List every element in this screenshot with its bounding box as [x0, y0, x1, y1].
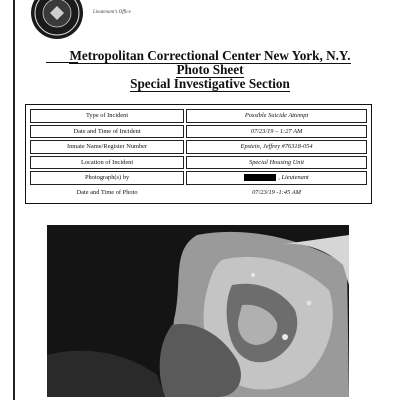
incident-info-table: [25, 104, 372, 204]
office-caption: Lieutenant's Office: [93, 10, 131, 15]
table-row: [30, 171, 367, 185]
row-value: 07/23/19 -1:45 AM: [252, 188, 301, 196]
photographer-title: , Lieutenant: [278, 174, 309, 182]
row-label: Location of Incident: [30, 156, 184, 170]
incident-photo: [47, 225, 349, 397]
title-line-2: Photo Sheet: [176, 62, 244, 77]
row-label: Date and Time of Incident: [30, 125, 184, 139]
row-label: Date and Time of Photo: [76, 188, 138, 196]
document-title: [40, 49, 380, 91]
table-row: [30, 109, 367, 123]
title-line-3: Special Investigative Section: [130, 76, 290, 91]
table-row: [30, 125, 367, 139]
row-label: Type of Incident: [30, 109, 184, 123]
table-row: [30, 140, 367, 154]
agency-seal-icon: [30, 0, 84, 40]
redaction-bar: [244, 174, 276, 181]
row-value-photographer: [186, 171, 367, 185]
title-line-1: Metropolitan Correctional Center New York, N.Y.: [69, 48, 351, 63]
row-value: Epstein, Jeffrey #76318-054: [186, 140, 367, 154]
table-row: [30, 156, 367, 170]
table-row: [30, 187, 367, 199]
row-label: Inmate Name/Register Number: [30, 140, 184, 154]
row-value: Special Housing Unit: [186, 156, 367, 170]
row-label: Photograph(s) by: [30, 171, 184, 185]
row-value: Possible Suicide Attempt: [186, 109, 367, 123]
row-value: 07/23/19 – 1:27 AM: [186, 125, 367, 139]
left-margin-rule: [13, 0, 15, 400]
photo-image: [47, 225, 349, 397]
